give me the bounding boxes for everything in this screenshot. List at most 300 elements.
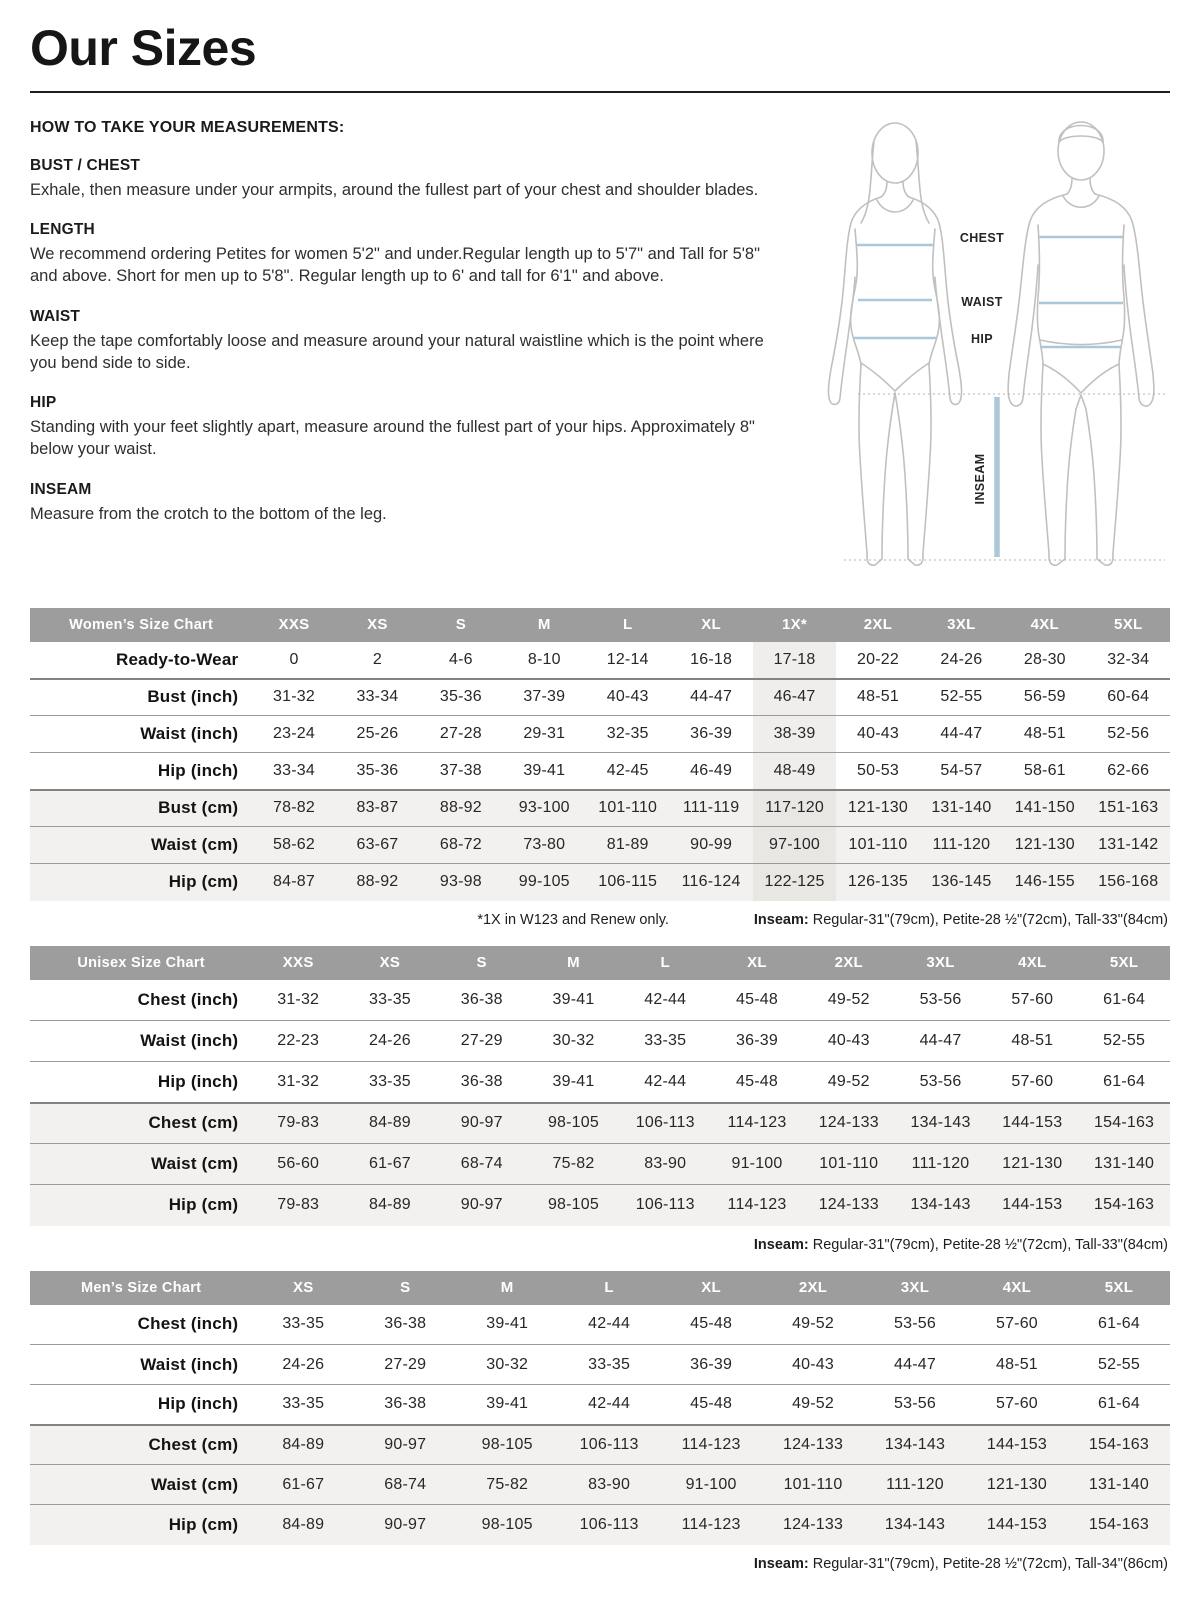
size-cell: 45-48 (690, 1395, 733, 1413)
size-cell: 90-97 (460, 1114, 503, 1132)
size-cell: 56-60 (277, 1155, 320, 1172)
size-cell: 30-32 (486, 1355, 529, 1373)
size-cell: 37-39 (523, 688, 566, 706)
row-label: Chest (cm) (148, 1113, 239, 1133)
row-label: Ready-to-Wear (116, 649, 239, 669)
size-cell: 22-23 (277, 1032, 320, 1049)
size-cell: 68-74 (460, 1155, 503, 1172)
size-cell: 90-97 (384, 1515, 427, 1533)
size-cell: 88-92 (439, 799, 482, 817)
size-cell: 58-62 (273, 836, 315, 853)
size-cell: 24-26 (940, 650, 983, 668)
row-label: Bust (cm) (158, 798, 239, 818)
size-cell: 81-89 (606, 836, 649, 853)
size-cell: 154-163 (1094, 1114, 1155, 1132)
column-header: XL (669, 608, 752, 642)
size-cell: 124-133 (782, 1515, 844, 1533)
size-cell: 84-89 (282, 1515, 325, 1533)
inseam-footnote-label: Inseam: (753, 1555, 809, 1572)
size-cell: 39-41 (552, 990, 595, 1008)
size-cell: 121-130 (986, 1475, 1047, 1493)
row-label: Hip (cm) (168, 872, 239, 892)
header-row (30, 946, 1170, 980)
column-header: 3XL (920, 608, 1003, 642)
size-cell: 50-53 (857, 761, 899, 779)
size-cell: 90-97 (384, 1435, 427, 1453)
size-cell: 126-135 (847, 873, 909, 891)
size-cell: 131-140 (1088, 1475, 1150, 1493)
size-charts (30, 608, 1170, 1572)
column-header: L (586, 608, 669, 642)
size-cell: 121-130 (1014, 836, 1075, 853)
size-cell: 154-163 (1088, 1515, 1150, 1533)
size-cell: 36-38 (460, 990, 503, 1008)
size-cell: 35-36 (356, 761, 399, 779)
size-cell: 101-110 (598, 799, 658, 817)
size-cell: 90-97 (460, 1196, 503, 1214)
size-cell: 106-113 (579, 1515, 639, 1533)
inseam-footnote: Inseam: Regular-31"(79cm), Petite-28 ½"(72cm), Tall-33"(84cm) (753, 1236, 1168, 1253)
size-cell: 154-163 (1088, 1435, 1150, 1453)
size-cell: 106-113 (579, 1435, 639, 1453)
column-header: M (503, 608, 586, 642)
size-cell: 31-32 (277, 1072, 320, 1090)
size-cell: 0 (289, 650, 299, 668)
row-label: Waist (cm) (150, 1474, 239, 1494)
table-row (30, 1144, 1170, 1185)
section-title: INSEAM (30, 480, 92, 498)
column-header: 3XL (895, 946, 987, 980)
row-label: Hip (inch) (157, 760, 239, 780)
size-cell: 101-110 (783, 1475, 843, 1493)
size-cell: 52-55 (1098, 1355, 1140, 1373)
size-cell: 36-38 (384, 1315, 427, 1333)
size-cell: 144-153 (1002, 1196, 1063, 1214)
size-cell: 17-18 (753, 642, 836, 679)
size-cell: 44-47 (894, 1355, 936, 1373)
size-cell: 88-92 (356, 873, 399, 891)
row-label: Hip (cm) (168, 1195, 239, 1215)
size-cell: 63-67 (356, 836, 399, 853)
size-cell: 90-99 (690, 836, 733, 853)
size-cell: 46-47 (753, 679, 836, 716)
size-cell: 57-60 (1011, 1072, 1054, 1090)
inseam-footnote: Inseam: Regular-31"(79cm), Petite-28 ½"(72cm), Tall-33"(84cm) (753, 911, 1168, 928)
size-cell: 79-83 (277, 1114, 320, 1132)
column-header: XS (252, 1271, 354, 1305)
size-cell: 57-60 (1011, 990, 1054, 1008)
table-row (30, 1062, 1170, 1103)
size-cell: 114-123 (727, 1196, 787, 1214)
inseam-footnote: Inseam: Regular-31"(79cm), Petite-28 ½"(72cm), Tall-34"(86cm) (753, 1555, 1168, 1572)
table-title: Women’s Size Chart (30, 608, 252, 642)
size-cell: 131-140 (1094, 1155, 1155, 1172)
size-cell: 49-52 (792, 1395, 834, 1413)
size-cell: 101-110 (848, 836, 908, 853)
size-cell: 154-163 (1094, 1196, 1155, 1214)
column-header: 5XL (1068, 1271, 1170, 1305)
size-cell: 117-120 (753, 790, 836, 827)
size-cell: 68-72 (439, 836, 482, 853)
column-header: 4XL (1003, 608, 1086, 642)
size-cell: 52-55 (1103, 1032, 1146, 1049)
column-header: M (456, 1271, 558, 1305)
column-header: L (619, 946, 711, 980)
size-cell: 33-35 (588, 1355, 631, 1373)
size-cell: 134-143 (910, 1196, 971, 1214)
size-cell: 12-14 (606, 650, 649, 668)
size-cell: 114-123 (681, 1515, 741, 1533)
row-label: Chest (cm) (148, 1434, 239, 1454)
size-cell: 91-100 (685, 1475, 737, 1493)
header-row (30, 1271, 1170, 1305)
mens-size-chart-table (30, 1271, 1170, 1545)
size-cell: 91-100 (731, 1155, 783, 1172)
size-cell: 53-56 (919, 1072, 962, 1090)
table-row (30, 1425, 1170, 1465)
unisex-footnote (32, 1237, 1168, 1253)
size-cell: 114-123 (681, 1435, 741, 1453)
section-body: Exhale, then measure under your armpits, around the fullest part of your chest and shoulder blades. (30, 180, 759, 199)
size-cell: 79-83 (277, 1196, 320, 1214)
table-row (30, 1185, 1170, 1226)
size-cell: 73-80 (523, 836, 566, 853)
size-cell: 2 (372, 650, 382, 668)
size-cell: 48-51 (857, 688, 899, 706)
table-row (30, 716, 1170, 753)
size-cell: 40-43 (827, 1032, 870, 1049)
size-cell: 38-39 (753, 716, 836, 753)
size-cell: 29-31 (523, 725, 566, 742)
size-cell: 144-153 (986, 1435, 1047, 1453)
size-cell: 24-26 (282, 1355, 325, 1373)
row-label: Bust (inch) (147, 687, 239, 707)
size-cell: 101-110 (819, 1155, 879, 1172)
column-header: 4XL (966, 1271, 1068, 1305)
table-row (30, 827, 1170, 864)
measurement-guide-section (30, 105, 1170, 584)
page-title: Our Sizes (30, 20, 257, 76)
size-cell: 83-90 (644, 1155, 687, 1172)
size-cell: 58-61 (1023, 761, 1066, 779)
row-label: Waist (cm) (150, 835, 239, 854)
row-label: Waist (inch) (140, 1031, 239, 1050)
size-cell: 93-100 (518, 799, 570, 817)
row-label: Hip (cm) (168, 1514, 239, 1534)
row-label: Waist (inch) (140, 724, 239, 743)
size-cell: 39-41 (486, 1395, 529, 1413)
table-row (30, 1385, 1170, 1425)
size-cell: 61-64 (1098, 1315, 1140, 1333)
size-cell: 40-43 (606, 688, 649, 706)
size-cell: 39-41 (523, 761, 566, 779)
body-measurement-figure (798, 107, 1170, 579)
size-cell: 98-105 (547, 1114, 599, 1132)
size-cell: 98-105 (481, 1515, 533, 1533)
size-cell: 56-59 (1023, 688, 1066, 706)
size-cell: 134-143 (884, 1435, 946, 1453)
size-cell: 23-24 (273, 725, 315, 742)
size-cell: 111-120 (932, 836, 991, 853)
title-divider (30, 91, 1170, 93)
size-cell: 36-39 (736, 1032, 778, 1049)
size-cell: 61-67 (368, 1155, 411, 1172)
column-header: 5XL (1087, 608, 1170, 642)
column-header: S (436, 946, 528, 980)
size-cell: 44-47 (919, 1032, 962, 1049)
size-cell: 61-64 (1103, 990, 1146, 1008)
section-body: Standing with your feet slightly apart, measure around the fullest part of your hips. Approximately 8" below your waist. (30, 418, 755, 459)
size-cell: 31-32 (277, 990, 320, 1008)
column-header: 2XL (836, 608, 919, 642)
size-cell: 84-89 (282, 1435, 325, 1453)
size-cell: 99-105 (518, 873, 570, 891)
size-cell: 106-113 (635, 1114, 695, 1132)
size-cell: 48-51 (1023, 725, 1066, 742)
size-cell: 98-105 (547, 1196, 599, 1214)
size-cell: 48-49 (753, 753, 836, 790)
section-title: HIP (30, 394, 57, 412)
table-row (30, 1345, 1170, 1385)
table-row (30, 642, 1170, 679)
unisex-size-chart-table (30, 946, 1170, 1226)
size-cell: 42-44 (644, 1072, 687, 1090)
size-cell: 39-41 (486, 1315, 529, 1333)
size-cell: 57-60 (995, 1395, 1038, 1413)
size-cell: 84-89 (368, 1114, 411, 1132)
size-cell: 106-115 (598, 873, 658, 891)
instruction-sections (30, 157, 786, 526)
size-cell: 45-48 (736, 990, 778, 1008)
size-cell: 141-150 (1014, 799, 1075, 817)
size-cell: 84-89 (368, 1196, 411, 1214)
size-cell: 31-32 (273, 688, 315, 706)
size-cell: 124-133 (818, 1114, 879, 1132)
man-figure-outline (1008, 122, 1154, 565)
table-row (30, 980, 1170, 1021)
column-header: L (558, 1271, 660, 1305)
size-cell: 24-26 (368, 1032, 411, 1049)
column-header: 3XL (864, 1271, 966, 1305)
size-cell: 8-10 (527, 650, 561, 668)
chest-label: CHEST (959, 230, 1005, 245)
size-cell: 106-113 (635, 1196, 695, 1214)
size-cell: 75-82 (486, 1475, 529, 1493)
column-header: 4XL (986, 946, 1078, 980)
size-cell: 84-87 (273, 873, 315, 891)
inseam-footnote-label: Inseam: (753, 911, 809, 928)
column-header: XS (344, 946, 436, 980)
size-cell: 37-38 (439, 761, 482, 779)
size-cell: 121-130 (847, 799, 909, 817)
column-header: XL (660, 1271, 762, 1305)
section-body: We recommend ordering Petites for women 5'2" and under.Regular length up to 5'7" and Tall for 5'8" and above. Short for men up to 5'8". Regular length up to 6' and tall for 6'1" and above. (30, 245, 760, 286)
row-label: Hip (inch) (157, 1071, 239, 1091)
measurement-diagram (798, 107, 1170, 584)
inseam-footnote-label: Inseam: (753, 1236, 809, 1253)
size-cell: 144-153 (1002, 1114, 1063, 1132)
woman-figure-outline (828, 123, 961, 565)
size-cell: 44-47 (690, 688, 733, 706)
size-cell: 33-35 (282, 1395, 325, 1413)
table-row (30, 753, 1170, 790)
table-title: Men’s Size Chart (30, 1271, 252, 1305)
size-cell: 134-143 (884, 1515, 946, 1533)
table-row (30, 1505, 1170, 1545)
size-cell: 93-98 (439, 873, 482, 891)
table-row (30, 1103, 1170, 1144)
size-cell: 114-123 (727, 1114, 787, 1132)
size-cell: 28-30 (1023, 650, 1066, 668)
size-cell: 111-120 (886, 1475, 944, 1493)
table-title: Unisex Size Chart (30, 946, 252, 980)
section-title: LENGTH (30, 221, 95, 239)
size-cell: 121-130 (1002, 1155, 1063, 1172)
size-cell: 40-43 (792, 1355, 834, 1373)
inseam-label: INSEAM (973, 452, 987, 505)
size-cell: 33-34 (356, 688, 399, 706)
size-cell: 111-119 (682, 799, 740, 817)
size-cell: 39-41 (552, 1072, 595, 1090)
size-cell: 32-35 (606, 725, 649, 742)
size-cell: 36-39 (690, 1355, 733, 1373)
size-cell: 33-35 (368, 1072, 411, 1090)
mens-footnote (32, 1556, 1168, 1572)
size-cell: 98-105 (481, 1435, 533, 1453)
hip-label: HIP (970, 331, 994, 346)
size-cell: 52-56 (1107, 725, 1150, 742)
size-cell: 33-35 (644, 1032, 687, 1049)
size-cell: 48-51 (995, 1355, 1038, 1373)
section-body: Measure from the crotch to the bottom of the leg. (30, 504, 387, 523)
size-cell: 111-120 (911, 1155, 970, 1172)
size-cell: 36-39 (690, 725, 733, 742)
column-header: 5XL (1078, 946, 1170, 980)
size-cell: 4-6 (448, 650, 473, 668)
size-cell: 116-124 (681, 873, 741, 891)
column-header: XL (711, 946, 803, 980)
size-cell: 32-34 (1107, 650, 1150, 668)
size-cell: 25-26 (356, 725, 399, 742)
column-header: 2XL (762, 1271, 864, 1305)
womens-size-chart-table (30, 608, 1170, 901)
size-cell: 124-133 (782, 1435, 844, 1453)
womens-footnote (32, 912, 1168, 928)
size-cell: 33-34 (273, 761, 315, 779)
size-cell: 53-56 (894, 1395, 936, 1413)
row-label: Waist (cm) (150, 1154, 239, 1173)
size-cell: 44-47 (940, 725, 983, 742)
size-cell: 53-56 (894, 1315, 936, 1333)
size-cell: 45-48 (736, 1072, 778, 1090)
size-cell: 49-52 (827, 1072, 870, 1090)
size-cell: 83-90 (588, 1475, 631, 1493)
instructions-heading: HOW TO TAKE YOUR MEASUREMENTS: (30, 118, 345, 136)
table-row (30, 790, 1170, 827)
size-cell: 61-64 (1103, 1072, 1146, 1090)
size-cell: 136-145 (931, 873, 992, 891)
size-cell: 46-49 (690, 761, 733, 779)
one-x-footnote: *1X in W123 and Renew only. (477, 911, 669, 928)
column-header: S (354, 1271, 456, 1305)
size-cell: 27-28 (439, 725, 482, 742)
size-cell: 42-45 (606, 761, 649, 779)
size-cell: 27-29 (460, 1032, 503, 1049)
size-cell: 49-52 (792, 1315, 834, 1333)
size-cell: 156-168 (1098, 873, 1159, 891)
size-cell: 16-18 (690, 650, 733, 668)
section-title: WAIST (30, 307, 81, 325)
size-cell: 62-66 (1107, 761, 1150, 779)
size-cell: 131-140 (931, 799, 992, 817)
size-cell: 144-153 (986, 1515, 1047, 1533)
table-row (30, 1305, 1170, 1345)
size-cell: 122-125 (753, 864, 836, 901)
size-cell: 36-38 (460, 1072, 503, 1090)
table-row (30, 864, 1170, 901)
size-cell: 131-142 (1098, 836, 1159, 853)
size-cell: 60-64 (1107, 688, 1150, 706)
size-cell: 30-32 (552, 1032, 595, 1049)
row-label: Chest (inch) (137, 989, 239, 1009)
size-cell: 134-143 (910, 1114, 971, 1132)
size-cell: 124-133 (818, 1196, 879, 1214)
size-cell: 53-56 (919, 990, 962, 1008)
size-cell: 20-22 (857, 650, 899, 668)
size-cell: 27-29 (384, 1355, 427, 1373)
table-row (30, 1465, 1170, 1505)
size-cell: 83-87 (356, 799, 399, 817)
waist-label: WAIST (961, 294, 1003, 309)
size-cell: 57-60 (995, 1315, 1038, 1333)
row-label: Waist (inch) (140, 1354, 239, 1374)
size-cell: 35-36 (439, 688, 482, 706)
column-header: XXS (252, 946, 344, 980)
table-row (30, 679, 1170, 716)
column-header: S (419, 608, 502, 642)
column-header: 2XL (803, 946, 895, 980)
column-header: XXS (252, 608, 335, 642)
size-cell: 36-38 (384, 1395, 427, 1413)
size-cell: 33-35 (282, 1315, 325, 1333)
size-cell: 49-52 (827, 990, 870, 1008)
size-cell: 146-155 (1014, 873, 1075, 891)
header-row (30, 608, 1170, 642)
size-cell: 54-57 (940, 761, 983, 779)
size-cell: 40-43 (857, 725, 899, 742)
size-cell: 61-64 (1098, 1395, 1140, 1413)
size-cell: 42-44 (588, 1315, 631, 1333)
size-cell: 75-82 (552, 1155, 595, 1172)
section-title: BUST / CHEST (30, 156, 141, 174)
size-cell: 61-67 (282, 1475, 325, 1493)
size-cell: 42-44 (644, 990, 687, 1008)
table-row (30, 1021, 1170, 1062)
size-cell: 97-100 (753, 827, 836, 864)
size-cell: 48-51 (1011, 1032, 1054, 1049)
column-header: 1X* (753, 608, 836, 642)
size-cell: 78-82 (273, 799, 315, 817)
size-cell: 45-48 (690, 1315, 733, 1333)
column-header: XS (336, 608, 419, 642)
size-cell: 151-163 (1098, 799, 1159, 817)
row-label: Chest (inch) (137, 1314, 239, 1334)
size-cell: 68-74 (384, 1475, 427, 1493)
size-cell: 33-35 (368, 990, 411, 1008)
measurement-instructions (30, 105, 786, 526)
row-label: Hip (inch) (157, 1394, 239, 1414)
column-header: M (528, 946, 620, 980)
